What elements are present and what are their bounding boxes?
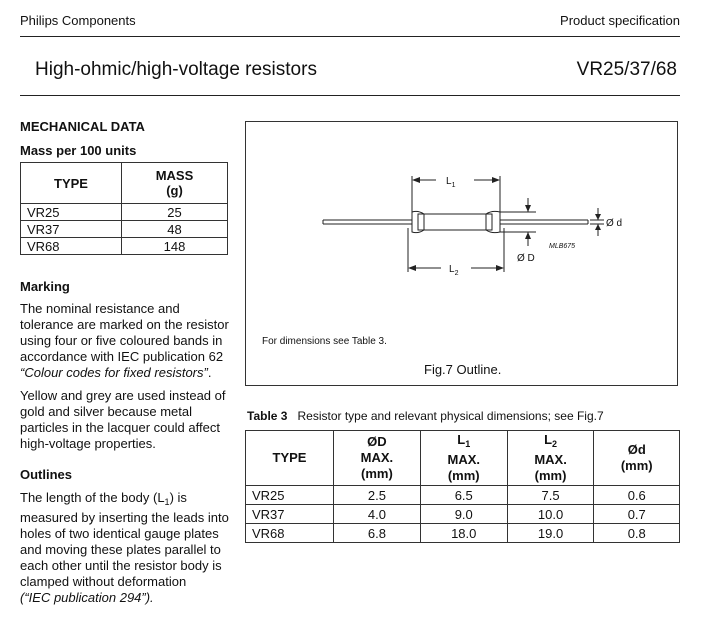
col-L2 [507,431,594,486]
title-rule [20,95,680,96]
mass-table-header [21,163,228,204]
table-row [246,486,680,505]
label-L2: $L_2$ [449,264,459,277]
table-row [21,204,228,221]
company-name: Philips Components [20,13,136,28]
col-d [594,431,680,486]
header-rule [20,36,680,37]
document-code: VR25/37/68 [576,59,677,80]
outlines-heading: Outlines [20,467,73,482]
marking-paragraph-2: Yellow and grey are used instead of gold and silver because metal particles in the lacquer could affect high-voltage properties. [20,388,226,451]
mass-cell-value: 25 [122,204,228,221]
label-L1: $L_1$ [446,176,456,189]
cell-L1: 9.0 [420,505,507,524]
col-L1-max: MAX. [447,452,480,467]
table-row [21,238,228,255]
document-type: Product specification [560,13,680,28]
mass-cell-value: 148 [122,238,228,255]
mass-table [20,162,228,255]
outlines-text: The length of the body (L [20,490,165,505]
cell-d: 0.6 [594,486,680,505]
cell-D: 2.5 [334,486,421,505]
cell-type: VR68 [246,524,334,543]
marking-text-end: . [207,365,212,380]
mass-cell-type: VR37 [21,221,122,238]
dimensions-table [245,430,680,543]
col-d-unit: (mm) [620,458,653,473]
col-type: TYPE [246,431,334,486]
cell-D: 4.0 [334,505,421,524]
mass-cell-value: 48 [122,221,228,238]
drawing-code: MLB675 [549,243,576,250]
marking-text: The nominal resistance and tolerance are marked on the resistor using four or five coloured bands in accordance with IEC publication 62 [20,301,229,364]
cell-D: 6.8 [334,524,421,543]
mass-cell-type: VR25 [21,204,122,221]
figure-note: For dimensions see Table 3. [262,336,387,347]
col-L2-symbol: $L_2$ [544,432,558,449]
mechanical-data-heading: MECHANICAL DATA [20,119,145,134]
mass-col-mass-label: MASS [155,168,194,183]
outlines-reference: (“IEC publication 294”). [20,590,154,605]
col-L2-unit: (mm) [534,468,567,483]
mass-cell-type: VR68 [21,238,122,255]
mass-heading: Mass per 100 units [20,143,137,158]
table-row [21,221,228,238]
table3-caption [247,409,604,423]
page-title: High-ohmic/high-voltage resistors [35,59,317,80]
cell-L2: 19.0 [507,524,594,543]
cell-type: VR25 [246,486,334,505]
marking-publication-title: “Colour codes for fixed resistors” [20,365,208,380]
col-d-symbol: Ød [627,442,646,457]
cell-L2: 10.0 [507,505,594,524]
col-L1-symbol: $L_1$ [457,432,471,449]
table3-label: Table 3 [247,409,288,423]
figure-caption: Fig.7 Outline. [424,362,502,377]
mass-col-type: TYPE [21,163,122,204]
table-row [246,505,680,524]
col-D-max: MAX. [360,450,394,465]
table-row [246,524,680,543]
col-D-symbol: ØD [367,434,387,449]
cell-d: 0.7 [594,505,680,524]
table3-caption-text: Resistor type and relevant physical dimensions; see Fig.7 [297,409,604,423]
cell-type: VR37 [246,505,334,524]
cell-L2: 7.5 [507,486,594,505]
outlines-text-2: ) is measured by inserting the leads into holes of two identical gauge plates and moving these plates parallel to each other until the resistor body is clamped without deformation [20,490,229,589]
mass-col-mass-unit: (g) [166,183,183,198]
outlines-subscript: 1 [164,497,170,507]
col-D [334,431,421,486]
table3-header [246,431,680,486]
outlines-paragraph [20,490,232,606]
label-d: Ø d [606,218,623,229]
col-L2-max: MAX. [534,452,567,467]
cell-d: 0.8 [594,524,680,543]
cell-L1: 18.0 [420,524,507,543]
label-D: Ø D [517,253,535,264]
marking-heading: Marking [20,279,70,294]
col-L1 [420,431,507,486]
marking-paragraph [20,301,232,381]
cell-L1: 6.5 [420,486,507,505]
mass-col-mass [122,163,228,204]
figure-box [245,121,678,386]
col-L1-unit: (mm) [447,468,480,483]
col-D-unit: (mm) [361,466,393,481]
